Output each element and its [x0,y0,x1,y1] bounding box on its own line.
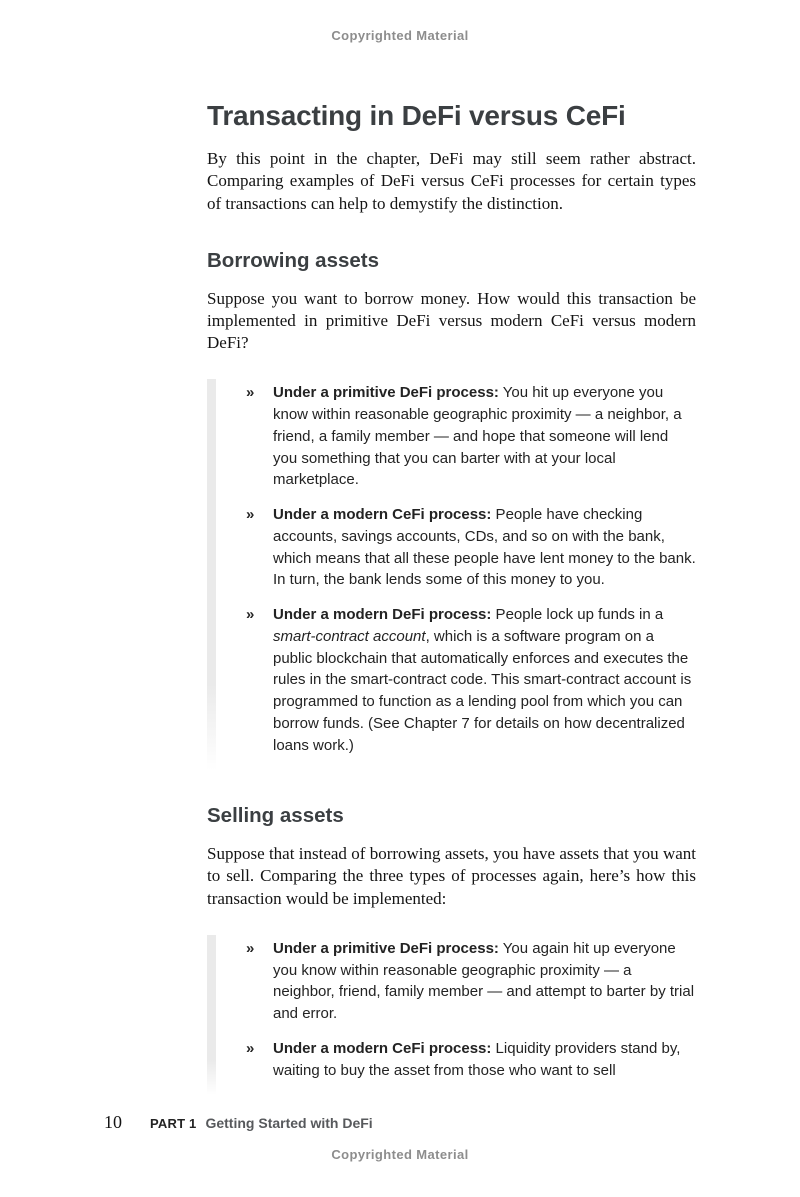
heading-selling-assets: Selling assets [207,804,344,828]
selling-bullet-list [207,935,696,1096]
bullet-body: , which is a software program on a public blockchain that automatically enforces and executes the rules in the smart-contract code. This smart-contract account is programmed to function as a lending pool from which you can borrow funds. (See Chapter 7 for details on how decentralized loans work.) [273,627,692,754]
borrowing-bullet-list [207,379,696,770]
bullet-text [273,382,696,491]
double-chevron-icon: » [246,606,254,624]
double-chevron-icon: » [246,939,254,957]
heading-borrowing-assets: Borrowing assets [207,248,380,272]
bullet-italic-term: smart-contract account [273,627,426,645]
part-title: Getting Started with DeFi [205,1115,373,1131]
selling-intro-paragraph: Suppose that instead of borrowing assets, you have assets that you want to sell. Comparing the three types of processes again, here’s how this transaction would be implemented: [207,843,696,908]
bullet-body: People lock up funds in a [491,606,664,624]
double-chevron-icon: » [246,1039,254,1057]
borrowing-intro-paragraph: Suppose you want to borrow money. How would this transaction be implemented in primitive DeFi versus modern CeFi versus modern DeFi? [207,288,696,353]
list-item [246,382,696,491]
bullet-lead: Under a modern CeFi process: [273,1039,492,1057]
bullet-body: Liquidity providers stand by, waiting to buy the asset from those who want to sell [273,1039,681,1079]
bullet-body: You again hit up everyone you know within reasonable geographic proximity — a neighbor, friend, family member — and attempt to barter by trial and error. [273,939,695,1023]
copyright-notice-bottom: Copyrighted Material [331,1147,469,1162]
bullet-text [273,1038,696,1082]
bullet-lead: Under a modern DeFi process: [273,606,492,624]
bullet-text [273,604,696,756]
bullet-lead: Under a modern CeFi process: [273,506,492,524]
page-number: 10 [104,1112,122,1132]
copyright-notice-top: Copyrighted Material [331,28,469,43]
list-item [246,604,696,756]
bullet-text [273,504,696,591]
bullet-lead: Under a primitive DeFi process: [273,939,499,957]
part-label: PART 1 [150,1116,197,1131]
bullet-lead: Under a primitive DeFi process: [273,384,499,402]
page-content [207,100,696,1095]
intro-paragraph: By this point in the chapter, DeFi may still seem rather abstract. Comparing examples of DeFi versus CeFi processes for certain types of transactions can help to demystify the distinction. [207,149,696,213]
double-chevron-icon: » [246,384,254,402]
bullet-body: People have checking accounts, savings accounts, CDs, and so on with the bank, which means that all these people have lent money to the bank. In turn, the bank lends some of this money to you. [273,506,696,589]
list-item [246,938,696,1025]
bullet-text [273,938,696,1025]
bullet-body: You hit up everyone you know within reasonable geographic proximity — a neighbor, a friend, a family member — and hope that someone will lend you something that you can barter with at your local marketplace. [273,384,682,489]
page-footer [104,1112,373,1133]
page-title: Transacting in DeFi versus CeFi [207,100,626,131]
double-chevron-icon: » [246,506,254,524]
list-item [246,504,696,591]
list-item [246,1038,696,1082]
